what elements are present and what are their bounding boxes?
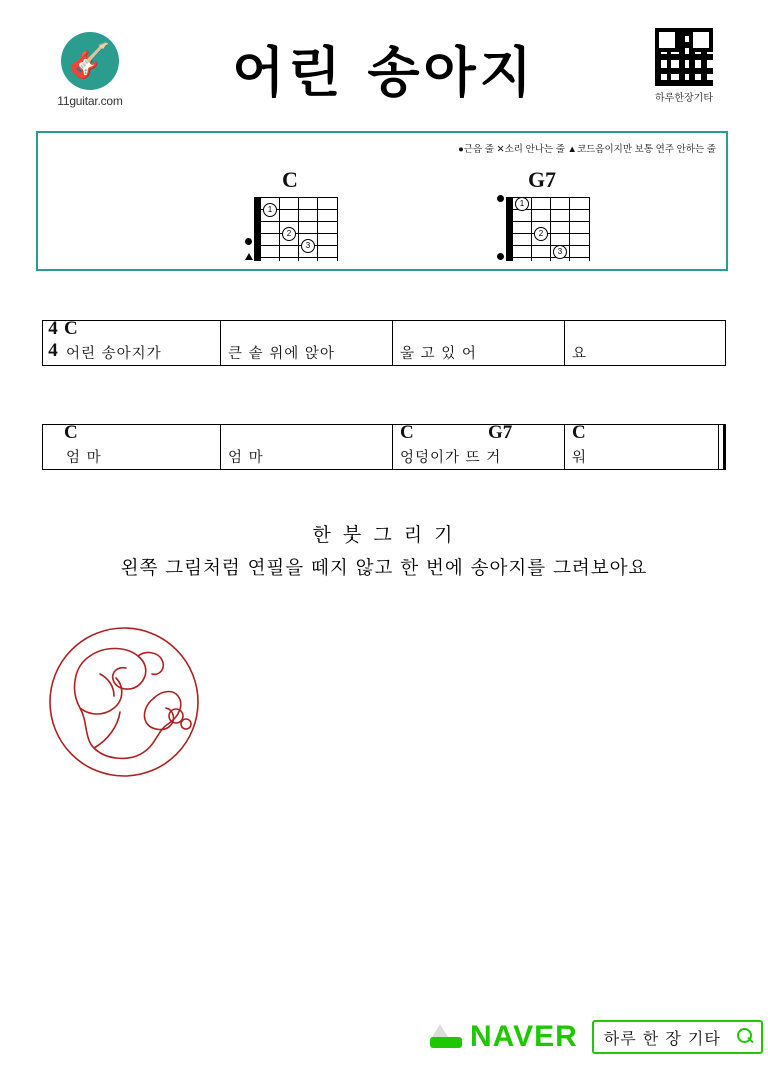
- lyric-segment: 워: [572, 450, 588, 466]
- lyric-segment: 엉덩이가 뜨 거: [400, 450, 502, 466]
- finger-dot-2: 2: [282, 227, 296, 241]
- score-line-1: [42, 320, 726, 366]
- chord-legend: ●근음 줄 ✕소리 안나는 줄 ▲코드음이지만 보통 연주 안하는 줄: [458, 144, 716, 155]
- chord-symbol: C: [64, 318, 78, 339]
- lyric-segment: 요: [572, 346, 588, 362]
- barline: [718, 424, 719, 470]
- chord-symbol: C: [572, 422, 586, 443]
- barline: [220, 320, 221, 366]
- staff-rail-bottom: [42, 365, 726, 366]
- root-string-marker: [497, 195, 504, 202]
- barline: [725, 320, 726, 366]
- optional-string-marker: [245, 253, 253, 260]
- chord-diagram-c: [210, 167, 370, 261]
- staff-rail-top: [42, 320, 726, 321]
- logo-text: 11guitar.com: [57, 94, 123, 108]
- qr-caption: 하루한장기타: [655, 93, 713, 104]
- fretboard-grid: [242, 197, 338, 261]
- finger-dot-3: 3: [301, 239, 315, 253]
- chord-name: C: [282, 167, 298, 192]
- chord-diagram-g7: [462, 167, 622, 261]
- finger-dot-3: 3: [553, 245, 567, 259]
- root-string-marker: [497, 253, 504, 260]
- search-keyword: 하루 한 장 기타: [603, 1028, 721, 1048]
- calf-one-line-drawing-icon: [34, 612, 214, 792]
- time-signature-denominator: 4: [48, 340, 58, 361]
- chord-diagram-panel: [36, 131, 728, 271]
- naver-search-box[interactable]: [592, 1020, 763, 1054]
- qr-code-icon: [655, 28, 713, 86]
- naver-branding[interactable]: [430, 1020, 763, 1054]
- chord-symbol: C: [400, 422, 414, 443]
- barline: [564, 320, 565, 366]
- footer: [0, 1020, 768, 1066]
- lyric-segment: 어린 송아지가: [66, 346, 162, 362]
- magnifier-icon[interactable]: [737, 1028, 755, 1046]
- staff-rail-bottom: [42, 469, 726, 470]
- naver-search-icon: [430, 1022, 464, 1052]
- finger-dot-1: 1: [263, 203, 277, 217]
- fretboard-grid: [494, 197, 590, 261]
- barline: [392, 320, 393, 366]
- lyric-segment: 울 고 있 어: [400, 346, 477, 362]
- page-title: 어린 송아지: [232, 41, 536, 104]
- barline-final: [723, 424, 726, 470]
- chord-name: G7: [527, 167, 557, 192]
- lyric-segment: 엄 마: [228, 450, 264, 466]
- finger-dot-2: 2: [534, 227, 548, 241]
- barline: [392, 424, 393, 470]
- root-string-marker: [245, 238, 252, 245]
- chord-symbol: G7: [488, 422, 513, 443]
- naver-wordmark: NAVER: [470, 1020, 578, 1053]
- lyric-segment: 엄 마: [66, 450, 102, 466]
- guitar-icon: 🎸: [68, 42, 112, 80]
- barline: [220, 424, 221, 470]
- staff-rail-top: [42, 424, 726, 425]
- lyric-segment: 큰 솥 위에 앉아: [228, 346, 335, 362]
- finger-dot-1: 1: [515, 197, 529, 211]
- qr-code-block[interactable]: [636, 28, 732, 104]
- activity-title: 한 붓 그 리 기: [312, 524, 456, 546]
- score-line-2: [42, 424, 726, 470]
- time-signature-numerator: 4: [48, 318, 58, 339]
- barline: [564, 424, 565, 470]
- chord-symbol: C: [64, 422, 78, 443]
- barline: [42, 424, 43, 470]
- activity-description: 왼쪽 그림처럼 연필을 떼지 않고 한 번에 송아지를 그려보아요: [120, 558, 648, 579]
